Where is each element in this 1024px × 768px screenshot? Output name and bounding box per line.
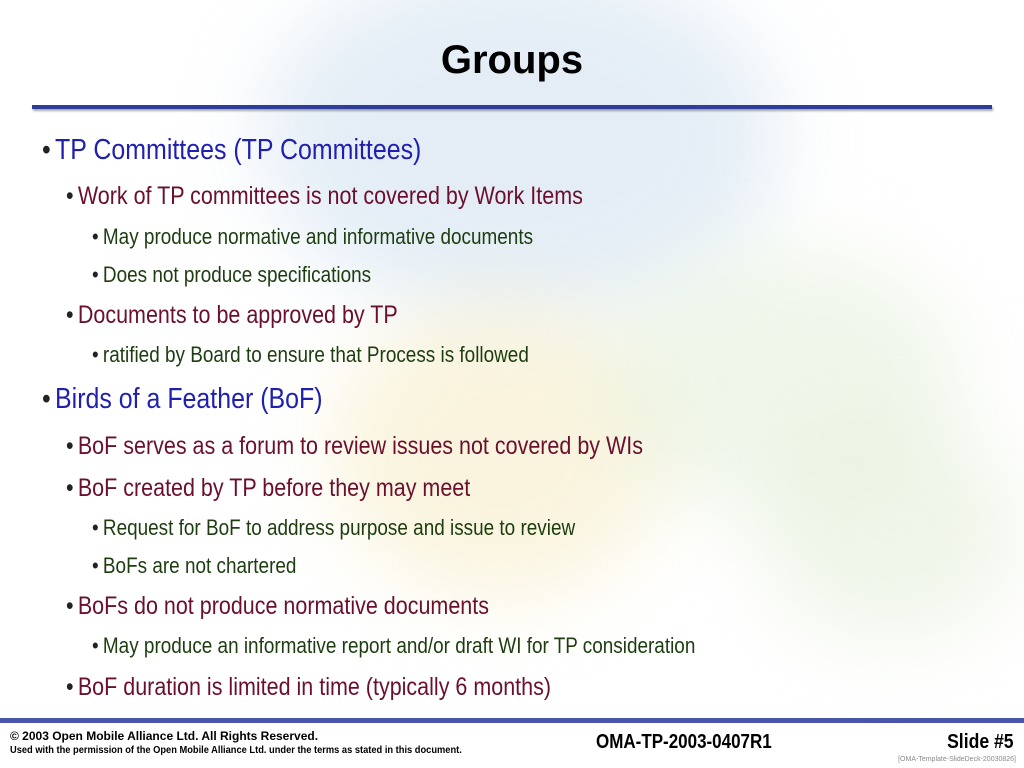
bullet-text: ratified by Board to ensure that Process is followed — [102, 342, 529, 367]
bullet-item — [42, 134, 421, 167]
bullet-text: TP Committees (TP Committees) — [55, 134, 422, 166]
bullet-item — [66, 301, 398, 330]
bullet-text: Work of TP committees is not covered by Work Items — [77, 182, 583, 210]
bullet-text: BoF duration is limited in time (typically 6 months) — [77, 673, 552, 701]
bullet-text: Request for BoF to address purpose and issue to review — [102, 515, 576, 540]
bullet-text: Documents to be approved by TP — [77, 301, 398, 329]
bullet-item — [92, 633, 695, 659]
bullet-item — [66, 673, 551, 702]
bullet-item — [66, 432, 643, 461]
bullet-dot: • — [92, 633, 99, 658]
bullet-item — [92, 342, 529, 368]
bullet-dot: • — [92, 224, 99, 249]
bullet-item — [92, 553, 296, 579]
bullet-dot: • — [92, 553, 99, 578]
bullet-dot: • — [92, 342, 99, 367]
bullet-dot: • — [66, 474, 74, 502]
bullet-text: BoF created by TP before they may meet — [77, 474, 471, 502]
bullet-dot: • — [92, 262, 99, 287]
footer-slide-number: Slide #5 — [947, 731, 1014, 753]
bullet-item — [66, 474, 470, 503]
footer-divider — [0, 718, 1024, 723]
bullet-text: May produce an informative report and/or draft WI for TP consideration — [102, 633, 696, 658]
bullet-dot: • — [92, 515, 99, 540]
bullet-text: BoFs are not chartered — [102, 553, 297, 578]
bullet-text: Does not produce specifications — [102, 262, 372, 287]
bullet-item — [92, 515, 575, 541]
bullet-dot: • — [66, 301, 74, 329]
bullet-text: BoFs do not produce normative documents — [77, 592, 489, 620]
bullet-text: Birds of a Feather (BoF) — [55, 383, 323, 415]
bullet-text: May produce normative and informative documents — [102, 224, 534, 249]
bullet-dot: • — [66, 673, 74, 701]
bullet-item — [42, 383, 323, 416]
bullet-text: BoF serves as a forum to review issues not covered by WIs — [77, 432, 644, 460]
bullet-dot: • — [42, 383, 51, 415]
bullet-item — [92, 224, 533, 250]
footer-document-id: OMA-TP-2003-0407R1 — [596, 731, 772, 753]
footer-template-id: [OMA-Template-SlideDeck-20030826] — [898, 756, 1016, 763]
footer-copyright: © 2003 Open Mobile Alliance Ltd. All Rights Reserved. — [10, 729, 319, 743]
bullet-item — [92, 262, 371, 288]
bullet-dot: • — [66, 592, 74, 620]
bullet-dot: • — [66, 432, 74, 460]
footer-permission: Used with the permission of the Open Mobile Alliance Ltd. under the terms as stated in this document. — [10, 745, 462, 756]
bullet-item — [66, 592, 489, 621]
bullet-dot: • — [66, 182, 74, 210]
bullet-item — [66, 182, 583, 211]
bullet-dot: • — [42, 134, 51, 166]
slide-title: Groups — [440, 38, 584, 82]
